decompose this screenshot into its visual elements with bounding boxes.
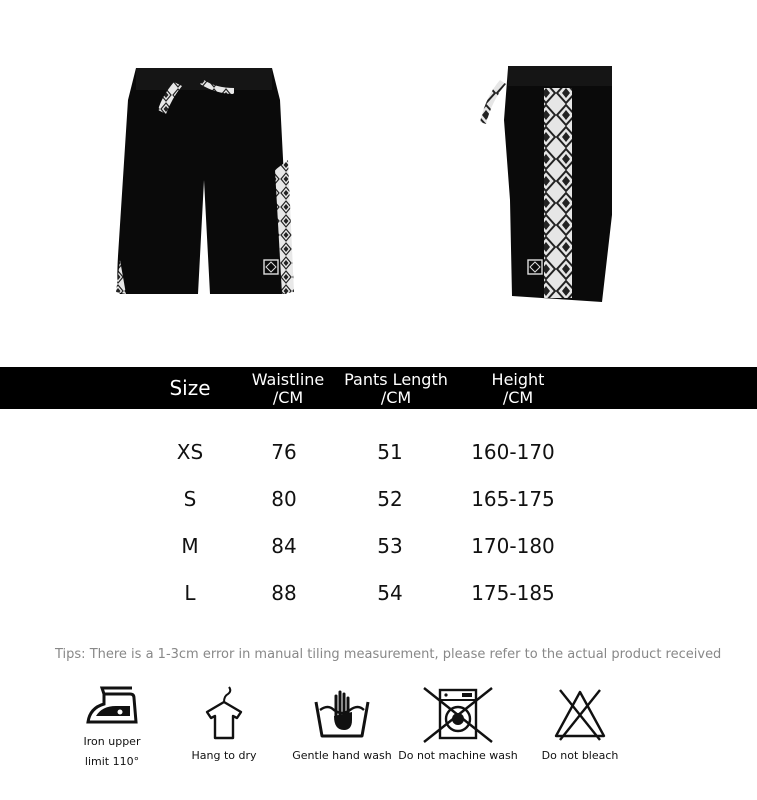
cell-length: 54 [377,581,403,605]
table-row [0,578,757,608]
cell-height: 160-170 [471,440,555,464]
header-waistline: Waistline /CM [251,370,325,407]
cell-height: 175-185 [471,581,555,605]
cell-size: M [181,534,199,558]
table-row [0,531,757,561]
care-label-line: limit 110° [84,755,140,768]
cell-size: XS [176,440,204,464]
hang-dry-icon [199,686,249,744]
cell-waist: 80 [271,487,297,511]
cell-length: 51 [377,440,403,464]
product-image-front [112,60,296,300]
care-label-line: Gentle hand wash [292,749,392,762]
cell-height: 165-175 [471,487,555,511]
cell-waist: 84 [271,534,297,558]
table-row [0,484,757,514]
cell-size: S [183,487,197,511]
iron-icon [82,686,142,732]
cell-waist: 88 [271,581,297,605]
measurement-tips: Tips: There is a 1-3cm error in manual tiling measurement, please refer to the actual product received [55,647,722,662]
hand-wash-icon [312,686,372,744]
no-machine-wash-icon [422,686,494,744]
header-pants-length: Pants Length /CM [344,370,448,407]
size-table-header [0,367,757,409]
cell-length: 52 [377,487,403,511]
cell-length: 53 [377,534,403,558]
care-item-iron [72,686,152,772]
no-bleach-icon [550,686,610,744]
cell-size: L [184,581,196,605]
header-height: Height /CM [491,370,545,407]
product-image-side [476,60,612,304]
care-item-hand-wash [292,686,392,766]
cell-waist: 76 [271,440,297,464]
care-item-no-machine-wash [396,686,520,766]
table-row [0,437,757,467]
care-label-line: Do not machine wash [398,749,518,762]
header-size: Size [169,376,211,400]
cell-height: 170-180 [471,534,555,558]
care-label-line: Hang to dry [191,749,257,762]
care-label-line: Iron upper [83,735,141,748]
care-item-hang-dry [184,686,264,766]
care-item-no-bleach [530,686,630,766]
care-label-line: Do not bleach [541,749,619,762]
